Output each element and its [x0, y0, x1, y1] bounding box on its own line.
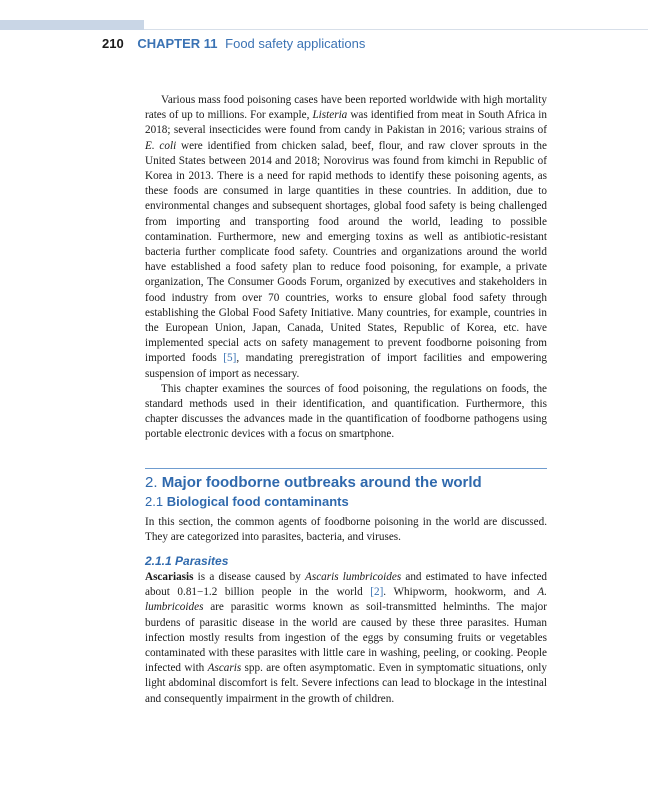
- species-name: Ascaris lumbricoides: [305, 571, 402, 583]
- intro-text: [145, 93, 547, 443]
- text-run: was identified from meat in South Africa in 2018; several insecticides were found from candy in Pakistan in 2016; various strains of: [145, 109, 547, 137]
- chapter-title: Food safety applications: [225, 36, 366, 51]
- term-bold: Ascariasis: [145, 571, 194, 583]
- subsection-number: 2.1: [145, 494, 164, 509]
- text-run: spp. are often asymptomatic. Even in symptomatic situations, only light abdominal discomfort is felt. Severe infections can lead to blockage in the intestinal and consequently impairment in the growth of children.: [145, 662, 547, 705]
- species-name: Listeria: [312, 109, 348, 122]
- text-run: is a disease caused by: [193, 571, 305, 583]
- section-title: Major foodborne outbreaks around the world: [161, 474, 482, 491]
- chapter-label: CHAPTER 11: [137, 36, 218, 51]
- subsection-intro: [145, 515, 547, 545]
- text-run: are parasitic worms known as soil-transmitted helminths. The major burdens of parasitic disease in the world are caused by these three parasites. Human infection mostly results from ingestion of the eggs by consuming fruits or vegetables contaminated with these parasites with little care in washing, peeling, or cooking. People infected with: [145, 601, 547, 675]
- intro-paragraph-1: [145, 93, 547, 382]
- section-number: 2.: [145, 474, 158, 491]
- parasites-text: [145, 570, 547, 707]
- page-number: 210: [102, 36, 124, 51]
- species-name: Ascaris: [207, 662, 242, 675]
- subsection-heading: [145, 494, 349, 510]
- species-name: A. lumbricoides: [145, 586, 547, 614]
- subsubsection-heading: 2.1.1 Parasites: [145, 554, 229, 568]
- text-run: and estimated to have infected about 0.81−1.2 billion people in the world: [145, 571, 547, 599]
- subsection-title: Biological food contaminants: [166, 494, 349, 509]
- text-run: , mandating preregistration of import facilities and empowering suspension of import as necessary.: [145, 352, 547, 380]
- citation-link[interactable]: [2]: [370, 586, 384, 599]
- running-head: [102, 36, 365, 52]
- text-run: were identified from chicken salad, beef, flour, and raw clover sprouts in the United States between 2014 and 2018; Norovirus was found from kimchi in Republic of Korea in 2013. There is a need for rapid methods to identify these poisoning agents, as these foods are consumed in large quantities in these countries. In addition, due to environmental changes and subsequent shortages, global food safety is being challenged from importing and transporting food around the world, leading to possible contamination. Furthermore, new and emerging toxins as well as antibiotic-resistant bacteria further complicate food safety. Countries and organizations around the world have established a food safety plan to reduce food poisoning, for example, a private organization, The Consumer Goods Forum, organized by executives and stakeholders in food industry from over 70 countries, works to ensure global food safety through establishing the Global Food Safety Initiative. Many countries, for example, countries in the European Union, Japan, Canada, United States, Republic of Korea, etc. have implemented special acts on safety management to prevent foodborne poisoning from imported foods: [145, 139, 547, 365]
- header-accent-bar: [0, 20, 144, 30]
- intro-paragraph-2: This chapter examines the sources of food poisoning, the regulations on foods, the standard methods used in their identification, and quantification. Furthermore, this chapter discusses the advances made in the quantification of foodborne pathogens using portable electronic devices with a focus on smartphone.: [145, 382, 547, 441]
- citation-link[interactable]: [5]: [223, 352, 237, 365]
- text-run: Various mass food poisoning cases have been reported worldwide with high mortality rates of up to millions. For example,: [145, 94, 547, 122]
- parasites-paragraph: [145, 570, 547, 707]
- section-divider: [145, 468, 547, 469]
- subsection-intro-paragraph: In this section, the common agents of foodborne poisoning in the world are discussed. They are categorized into parasites, bacteria, and viruses.: [145, 516, 547, 544]
- section-heading: [145, 474, 482, 492]
- species-name: E. coli: [145, 139, 177, 152]
- header-rule: [144, 29, 648, 30]
- text-run: . Whipworm, hookworm, and: [383, 586, 538, 599]
